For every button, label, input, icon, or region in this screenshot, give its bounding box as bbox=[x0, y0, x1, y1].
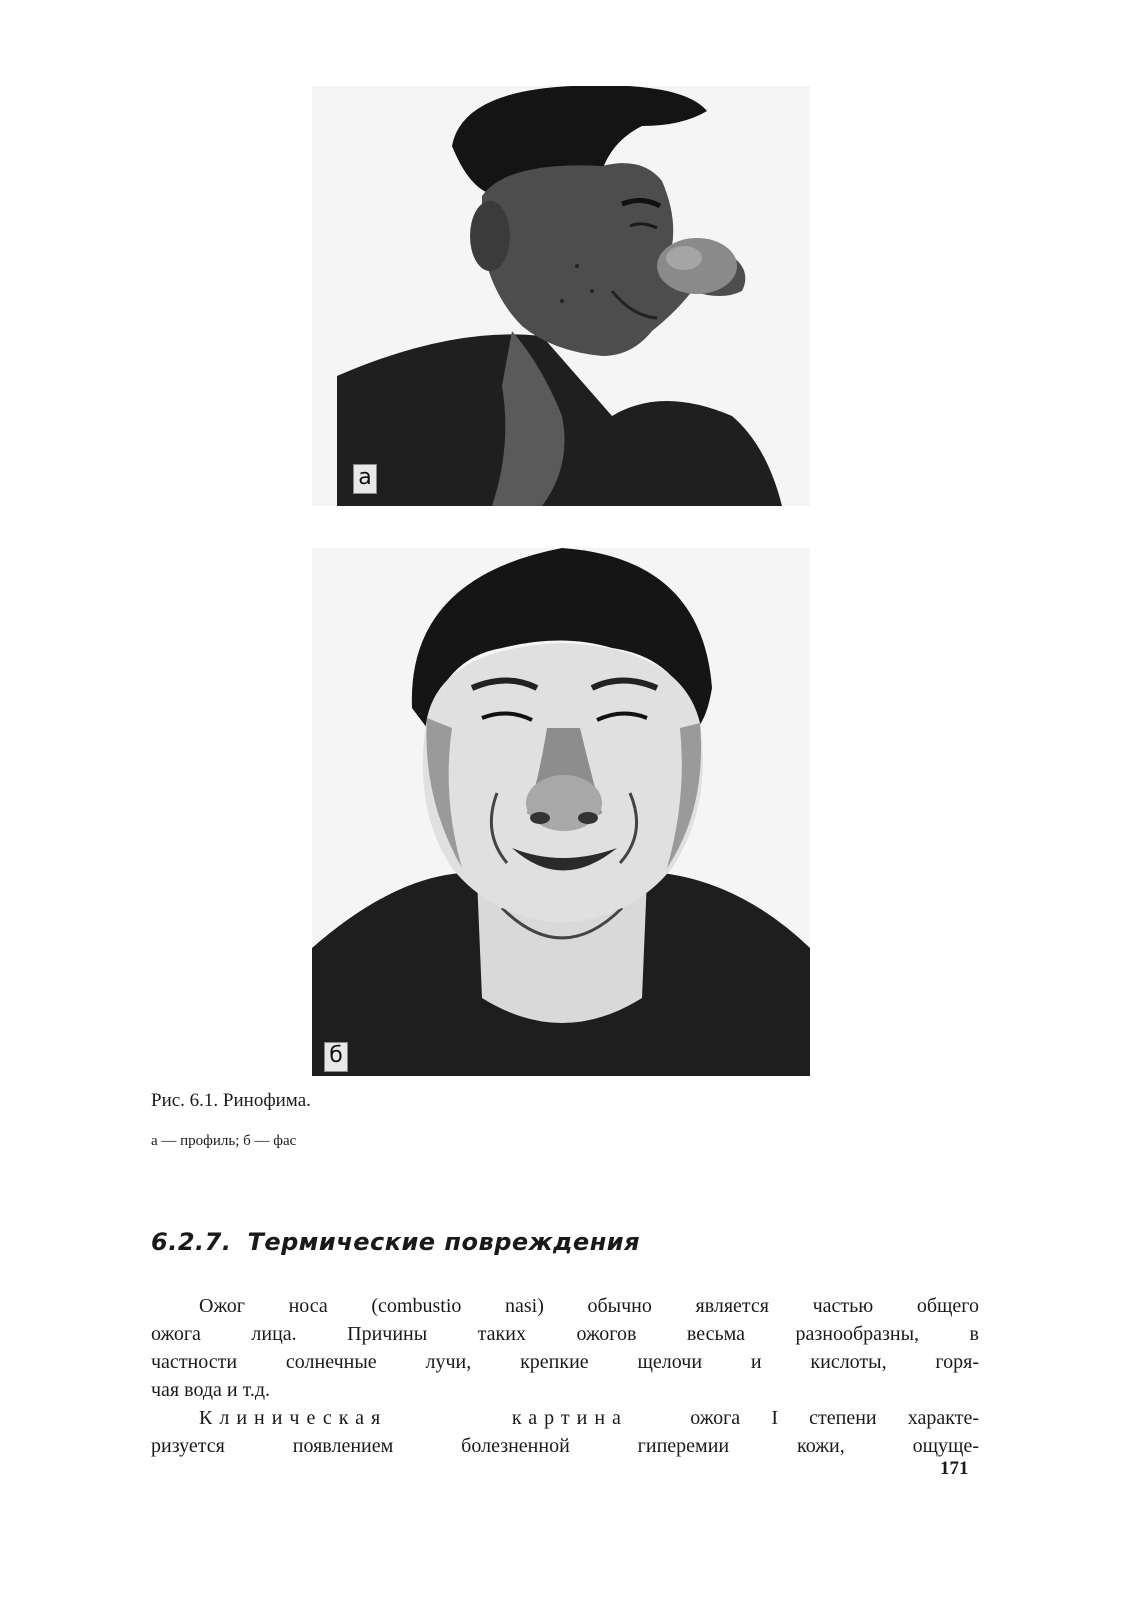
frontal-portrait-image bbox=[312, 548, 810, 1076]
paragraph-line bbox=[151, 1404, 979, 1432]
paragraph-line-rest: ожога I степени характе- bbox=[690, 1407, 980, 1429]
figure-caption-title: Рис. 6.1. Ринофима. bbox=[151, 1090, 311, 1111]
section-title: Термические повреждения bbox=[247, 1228, 640, 1256]
paragraph-line: чая вода и т.д. bbox=[151, 1379, 271, 1401]
figure-label-b: б bbox=[324, 1042, 348, 1072]
paragraph-clinical-picture bbox=[151, 1404, 979, 1460]
paragraph-line: ожога лица. Причины таких ожогов весьма разнообразны, в bbox=[151, 1323, 979, 1345]
figure-photo-profile bbox=[312, 86, 810, 506]
profile-portrait-image bbox=[312, 86, 810, 506]
paragraph-line: ризуется появлением болезненной гиперемии кожи, ощуще- bbox=[151, 1435, 979, 1457]
page-number: 171 bbox=[940, 1458, 969, 1479]
paragraph-line: частности солнечные лучи, крепкие щелочи и кислоты, горя- bbox=[151, 1351, 979, 1373]
section-number: 6.2.7. bbox=[151, 1228, 232, 1256]
paragraph-line: Ожог носа (combustio nasi) обычно является частью общего bbox=[199, 1295, 979, 1317]
spaced-term-picture: картина bbox=[511, 1407, 628, 1429]
section-heading bbox=[151, 1228, 640, 1256]
figure-caption-subtitle: а — профиль; б — фас bbox=[151, 1133, 297, 1149]
paragraph-burn-causes bbox=[151, 1292, 979, 1404]
figure-photo-frontal bbox=[312, 548, 810, 1076]
figure-label-a: а bbox=[353, 464, 377, 494]
spaced-term-clinical: Клиническая bbox=[199, 1407, 388, 1429]
